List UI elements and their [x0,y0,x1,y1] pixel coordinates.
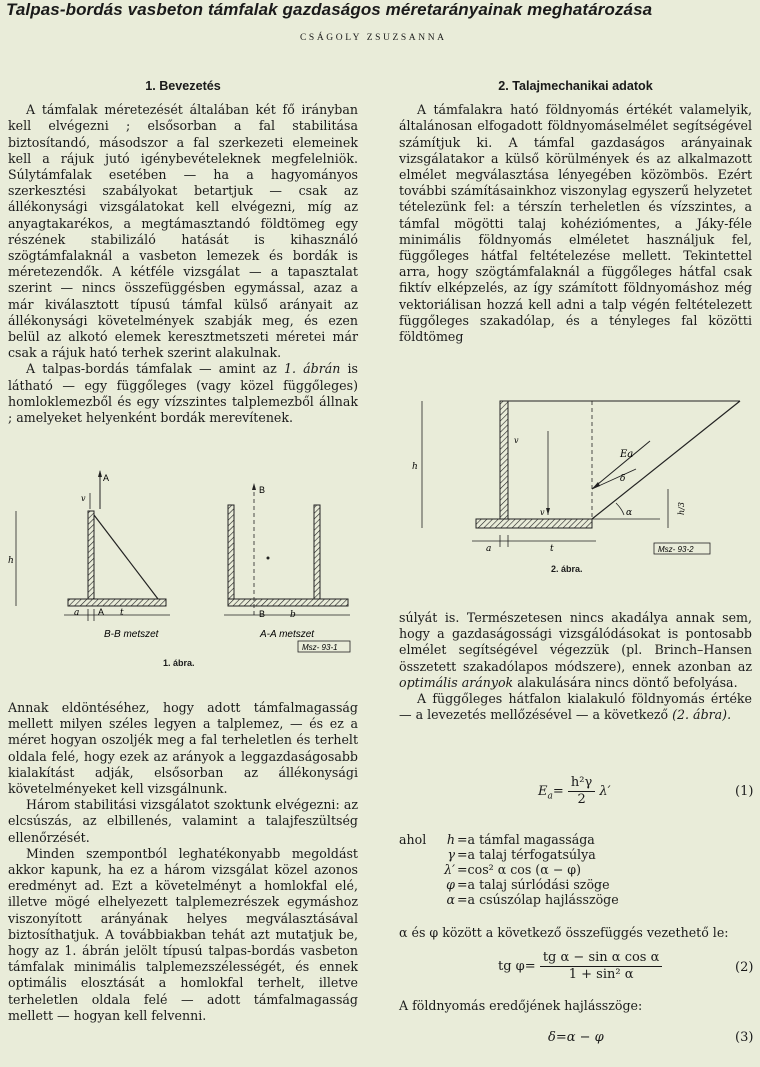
fig2-label-v-top: v [514,436,519,445]
fig2-label-t: t [550,544,554,554]
figure-2-diagram [400,385,755,580]
fig2-label-a: a [486,544,492,554]
fig1-label-A-bottom: A [98,607,105,617]
fig1-stamp: Msz- 93-1 [302,643,338,652]
fig1-label-B-bottom: B [259,609,266,619]
equation-1: $E_a=$ $\frac{\text{h²γ}}{2}$ λ′ [538,775,611,807]
figure-1-caption: 1. ábra. [163,658,195,668]
right-column-top [399,78,752,345]
fig1-label-h: h [8,556,14,566]
equation-3: δ=α − φ [548,1030,604,1045]
variable-definitions: ahol h =a támfal magassága γ =a talaj térfogatsúlya λ′ =cos² α cos (α − φ) φ =a talaj súrlódási szöge α =a csúszólap hajlásszöge [399,832,619,907]
section-heading-2: 2. Talajmechanikai adatok [498,79,653,93]
left-column-bottom [8,700,358,1024]
section-heading-1: 1. Bevezetés [145,79,221,93]
paragraph: Annak eldöntéséhez, hogy adott támfalmagasság mellett milyen széles legyen a talplemez, — és ez a méret hogyan oszoljék meg a fal terheletlen és terhelt oldala felé, hogy ezek az arányok a leggazdaságosabb kialakítást adják, elsősorban az állékonysági követelményeket kell vizsgálnunk. [8,700,358,797]
paragraph: A függőleges hátfalon kialakuló földnyomás értéke — a levezetés mellőzésével — a következő (2. ábra). [399,691,752,723]
fig2-stamp: Msz- 93-2 [658,545,694,554]
fig1-label-v: v [81,494,86,503]
paragraph: A támfalakra ható földnyomás értékét valamelyik, általánosan elfogadott földnyomáselmélet segítségével számítjuk ki. A támfal gazdaságos arányainak vizsgálatakor a külső körülmények és az alkalmazott elmélet megválasztása lényegében közömbös. Ezért további számításainkhoz viszonylag egyszerű helyzetet tételezünk fel: a térszín terheletlen és vízszintes, a támfal mögötti talaj kohéziómentes, a Jáky-féle minimális földnyomás elméletet használjuk fel, függőleges hátfal feltételezése mellett. Tekintettel arra, hogy szögtámfalaknál a függőleges hátfal csak fiktív elképzelés, az így számított földnyomáshoz még vektoriálisan hozzá kell adni a talp végén feltételezett függőleges szakadólap, és a tényleges fal közötti földtömeg [399,102,752,345]
fig2-label-alpha: α [626,508,633,518]
paragraph: súlyát is. Természetesen nincs akadálya annak sem, hogy a gazdaságossági vizsgálódásokat is pontosabb elmélet segítségével végezzük (pl. Brinch–Hansen összetett szakadólapos módszere), ennek azonban az optimális arányok alakulására nincs döntő befolyása. [399,610,752,690]
figure-2-caption: 2. ábra. [551,564,583,574]
equation-2-number: (2) [735,960,754,975]
fig1-label-a: a [74,608,80,618]
fig1-label-B-top: B [259,485,266,495]
fig2-label-h: h [412,462,418,472]
resultant-angle-text: A földnyomás eredőjének hajlásszöge: [399,998,643,1013]
fig1-right-section-label: A-A metszet [260,629,315,640]
right-column-bottom [399,610,752,723]
equation-3-number: (3) [735,1030,754,1045]
paragraph: Három stabilitási vizsgálatot szoktunk elvégezni: az elcsúszás, az elbillenés, valamint a talajfeszültség ellenőrzését. [8,797,358,845]
alpha-phi-relation-text: α és φ között a következő összefüggés vezethető le: [399,925,729,940]
fig1-label-b: b [290,610,296,620]
fig2-label-v-bottom: v [540,508,545,517]
fig2-label-h3: h/3 [677,502,686,515]
paragraph: A támfalak méretezését általában két fő irányban kell elvégezni ; elsősorban a fal stabilitása biztosítandó, másodszor a fal szerkezeti elemeinek kell a rájuk jutó igénybevételeknek megfelelniök. Súlytámfalak esetében — ha a hagyományos szerkesztési szabályokat betartjuk — csak az állékonysági vizsgálatokat kell elvégezni, míg az anyagtakarékos, a megtámasztandó földtömeg egy részének stabilizáló hatását is kihasználó szögtámfalaknál a vasbeton lemezek és bordák is méretezendők. A kétféle vizsgálat — a tapasztalat szerint — nincs összefüggésben egymással, azaz a már kiválasztott típusú támfal külső arányait az állékonysági követelmények szabják meg, és ezen belül az alkotó elemek keresztmetszeti méretei már csak a rájuk ható terhek szerint alakulnak. [8,102,358,361]
author-name: CSÁGOLY ZSUZSANNA [300,33,447,43]
fig1-label-A-top: A [103,473,110,483]
paragraph: Minden szempontból leghatékonyabb megoldást akkor kapunk, ha ez a három vizsgálat közel azonos eredményt ad. Ezt a követelményt a homlokfal elé, illetve mögé elhelyezett talplemezrészek egymáshoz viszonyított arányának helyes megválasztásával biztosíthatjuk. A továbbiakban tehát azt mutatjuk be, hogy az 1. ábrán jelölt típusú talpas-bordás vasbeton támfalak minimális talplemezszélességét, és ennek optimális elosztását a homlokfal terhelt, illetve terheletlen oldala felé — adott támfalmagasság mellett — hogyan kell felvenni. [8,845,358,1023]
article-title: Talpas-bordás vasbeton támfalak gazdaságos méretarányainak meghatározása [6,0,653,19]
paragraph: A talpas-bordás támfalak — amint az 1. ábrán is látható — egy függőleges (vagy közel függőleges) homloklemezből és egy vízszintes talplemezből állnak ; amelyeket helyenként bordák merevítenek. [8,361,359,426]
left-column-top [8,78,358,426]
fig1-left-section-label: B-B metszet [104,629,159,640]
fig1-label-t: t [120,608,124,618]
figure-1-diagram [0,465,390,675]
vars-lead: ahol [399,832,427,847]
equation-2: tg φ= $\frac{\text{tg α − sin α cos α}}{\text{1 + sin² α}}$ [498,950,662,983]
fig2-label-Ea: Ea [620,449,634,460]
equation-1-number: (1) [735,784,754,799]
fig2-label-delta: δ [620,474,626,484]
